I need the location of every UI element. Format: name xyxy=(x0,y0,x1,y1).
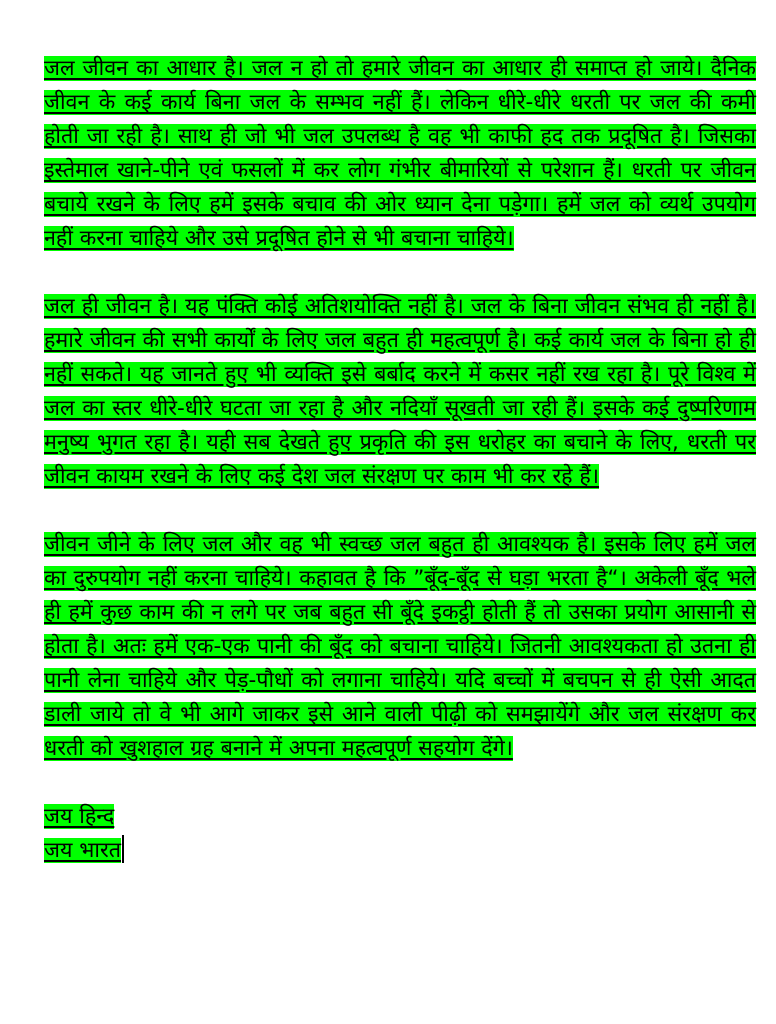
highlighted-text: जीवन जीने के लिए जल और वह भी स्वच्छ जल बहुत ही आवश्यक है। इसके लिए हमें जल का दुरुपयोग नहीं करना चाहिये। कहावत है कि ”बूँद-बूँद से घड़ा भरता है“। अकेली बूँद भले ही हमें कुछ काम की न लगे पर जब बहुत सी बूँदे इकट्ठी होती हैं तो उसका प्रयोग आसानी से होता है। अतः हमें एक-एक पानी की बूँद को बचाना चाहिये। जितनी आवश्यकता हो उतना ही पानी लेना चाहिये और पेड़-पौधों को लगाना चाहिये। यदि बच्चों में बचपन से ही ऐसी आदत डाली जाये तो वे भी आगे जाकर इसे आने वाली पीढ़ी को समझायेंगे और जल संरक्षण कर धरती को खुशहाल ग्रह बनाने में अपना महत्वपूर्ण सहयोग देंगे। xyxy=(44,532,756,761)
highlighted-text: जय भारत xyxy=(44,838,121,863)
highlighted-text: जल ही जीवन है। यह पंक्ति कोई अतिशयोक्ति नहीं है। जल के बिना जीवन संभव ही नहीं है। हमारे जीवन की सभी कार्यों के लिए जल बहुत ही महत्वपूर्ण है। कई कार्य जल के बिना हो ही नहीं सकते। यह जानते हुए भी व्यक्ति इसे बर्बाद करने में कसर नहीं रख रहा है। पूरे विश्व में जल का स्तर धीरे-धीरे घटता जा रहा है और नदियाँ सूखती जा रही हैं। इसके कई दुष्परिणाम मनुष्य भुगत रहा है। यही सब देखते हुए प्रकृति की इस धरोहर का बचाने के लिए, धरती पर जीवन कायम रखने के लिए कई देश जल संरक्षण पर काम भी कर रहे हैं। xyxy=(44,294,756,489)
text-cursor xyxy=(122,835,124,863)
highlighted-text: जल जीवन का आधार है। जल न हो तो हमारे जीवन का आधार ही समाप्त हो जाये। दैनिक जीवन के कई कार्य बिना जल के सम्भव नहीं हैं। लेकिन धीरे-धीरे धरती पर जल की कमी होती जा रही है। साथ ही जो भी जल उपलब्ध है वह भी काफी हद तक प्रदूषित है। जिसका इस्तेमाल खाने-पीने एवं फसलों में कर लोग गंभीर बीमारियों से परेशान हैं। धरती पर जीवन बचाये रखने के लिए हमें इसके बचाव की ओर ध्यान देना पड़ेगा। हमें जल को व्यर्थ उपयोग नहीं करना चाहिये और उसे प्रदूषित होने से भी बचाना चाहिये। xyxy=(44,56,756,251)
paragraph xyxy=(44,528,756,766)
document-body[interactable] xyxy=(44,52,756,868)
signoff-line xyxy=(44,800,756,834)
paragraph xyxy=(44,52,756,256)
paragraph xyxy=(44,290,756,494)
highlighted-text: जय हिन्द xyxy=(44,804,115,829)
signoff-line xyxy=(44,834,756,868)
signoff xyxy=(44,800,756,868)
